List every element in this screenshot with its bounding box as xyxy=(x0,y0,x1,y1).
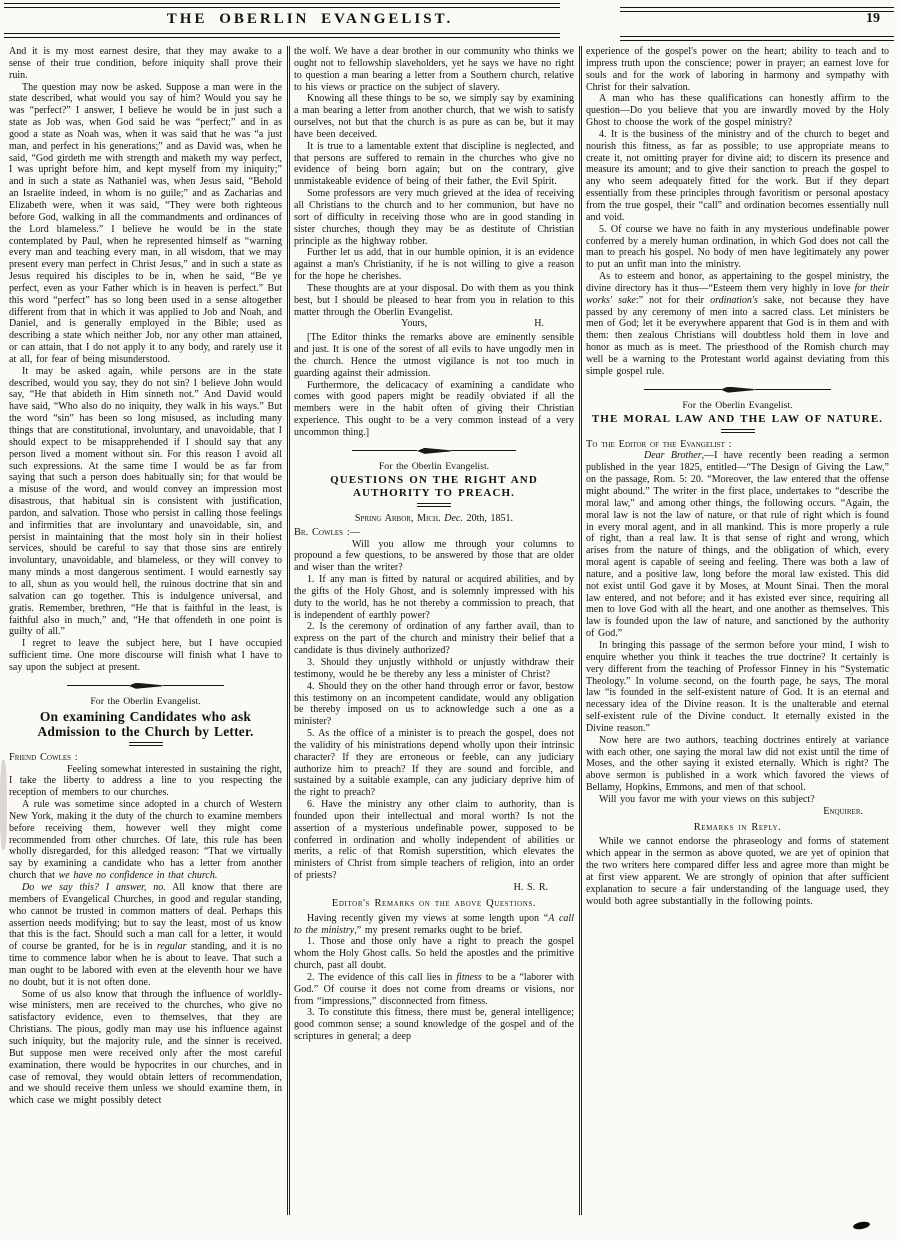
article-headline: QUESTIONS ON THE RIGHT AND AUTHORITY TO PREACH. xyxy=(330,473,538,499)
paragraph: 3. Should they unjustly withhold or unjustly withdraw their testimony, would he be thereby any less a minister of Christ? xyxy=(294,656,574,680)
paragraph: It may be asked again, while persons are in the state described, would you say, they do not sin? I believe John would say, “He that abideth in Him sinneth not.” And David would have said, “Who also do no iniquity, they walk in his ways.” But the word “sin” has been so long misused, as including many things that are constitutional, involuntary, and unavoidable, that I should expect to be misapprehended if I should say that any person lived a moment without sin. For this reason I avoid all such expressions. At the same time I would be as far from saying that such a person does habitually sin; for that would be a misuse of the word, and would convey an impression most disastrous, that habitual sin is consistent with justification, pardon, and salvation. Those who persist in calling those feelings and infirmities that are involuntary and unavoidable, sin, and persist in maintaining that the most holy sin in their holiest services, should be careful to say that those sins are entirely involuntary, unavoidable, and blameless, or they will convey to many minds a most dangerous sentiment. I would earnestly say to all, shun as you would hell, the ruinous doctrine that sin and salvation can go together. This is indulgence universal, and gratis. Remember, brethren, “He that is faithful in the least, is faithful also in much,” and, “He that offendeth in one point is guilty of all.” xyxy=(9,365,282,638)
paragraph: These thoughts are at your disposal. Do with them as you think best, but I should be pleased to hear from you in relation to this matter through the Oberlin Evangelist. xyxy=(294,282,574,318)
column-2 xyxy=(291,46,579,1215)
paragraph: Furthermore, the delicacacy of examining a candidate who comes with good papers might be readily obviated if all the members were in the habit often of giving their Christian experience. This ought to be a very common instead of a very uncommon thing.] xyxy=(294,379,574,438)
paragraph: 2. The evidence of this call lies in fitness to be a “laborer with God.” Of course it does not come from dreams or visions, nor from “impressions,” disconnected from fitness. xyxy=(294,971,574,1007)
scan-smudge xyxy=(0,760,7,850)
dateline: Spring Arbor, Mich. Dec. 20th, 1851. xyxy=(354,512,514,524)
paragraph: experience of the gospel's power on the heart; ability to teach and to impress truth upon the conscience; power in prayer; an earnest love for souls and for the work of laboring in harmony and sympathy with Christ for their salvation. xyxy=(586,46,889,93)
paragraph: A rule was sometime since adopted in a church of Western New York, making it the duty of the church to examine members before receiving them, however well they might come recommended from other churches. Of late, this rule has been wholly disregarded, for this alledged reason: “That we virtually say by examining a candidate who has a letter from another church that we have no confidence in that church. xyxy=(9,799,282,882)
paragraph: Further let us add, that in our humble opinion, it is an evidence against a man's Christianity, if he is not willing to give a reason for the hope he cherishes. xyxy=(294,247,574,283)
article-credit: For the Oberlin Evangelist. xyxy=(378,460,490,472)
masthead-rule-top-right xyxy=(620,7,894,12)
section-divider xyxy=(67,683,224,689)
paragraph: 1. Those and those only have a right to preach the gospel whom the Holy Ghost calls. So held the apostles and the primitive church, past all doubt. xyxy=(294,936,574,972)
paragraph: Some professors are very much grieved at the idea of receiving all Christians to the church and to her communion, but have no sort of difficulty in receiving those who are in good standing in sister churches, though they may be as destitute of Christian principle as the highway robber. xyxy=(294,188,574,247)
salutation: Br. Cowles :— xyxy=(294,526,361,538)
signature: H. S. R. xyxy=(513,882,548,893)
salutation: Friend Cowles : xyxy=(9,751,78,763)
paragraph: It is true to a lamentable extent that discipline is neglected, and that persons are suffered to remain in the churches who give no evidence of being born again; but on the contrary, give unmistakeable evidence of being of their father, the Evil Spirit. xyxy=(294,140,574,188)
section-subhead: Editor's Remarks on the above Questions. xyxy=(331,897,537,909)
paragraph: [The Editor thinks the remarks above are eminently sensible and just. It is one of the sorest of all evils to have ungodly men in the church. Hence the utmost vigilance is not too much in guarding against their admission. xyxy=(294,332,574,379)
paragraph: Will you allow me through your columns to propound a few questions, to be answered by those that are older and wiser than the writer? xyxy=(294,538,574,574)
page-number: 19 xyxy=(866,11,880,26)
paragraph: 2. Is the ceremony of ordination of any farther avail, than to express on the part of the church and ministry their belief that a candidate is thus divinely authorized? xyxy=(294,621,574,657)
signature: Yours, H. xyxy=(401,318,544,330)
paragraph: While we cannot endorse the phraseology and forms of statement which appear in the sermon as above quoted, we are yet of opinion that the two writers here compared differ less and agree more than might be at first view apparent. We are strongly of opinion that after sufficient explanation to secure a fair understanding of the language used, they would both agree substantially in the following points. xyxy=(586,836,889,907)
paragraph: 3. To constitute this fitness, there must be, general intelligence; good common sense; a sound knowledge of the gospel and of the scriptures in general; a deep xyxy=(294,1007,574,1043)
paragraph: The question may now be asked. Suppose a man were in the state described, what would you say of him? Would you say he was “perfect?” I answer, I believe he would be in just such a state as Job was, when God said he was “perfect;” and in as good a state as Noah was, when it was said that he was “a just man, and perfect in his generations;” and as David was, when he said, “God girdeth me with strength and maketh my way perfect, I was upright before him, and kept myself from my iniquity;” and in such a state as Nathaniel was, when Jesus said, “Behold an Israelite indeed, in whom is no guile;” and as Zacharias and Elizabeth were, when it was said, “They were both righteous before God, walking in all the commandments and ordinances of the Lord blameless.” I believe he would be in the state contemplated by Paul, when he represented himself as “warning every man and teaching every man, in all wisdom, that we may present every man perfect in Christ Jesus,” and in such a state as Jesus required his disciples to be in, when he said, “Be ye perfect, even as your Father which is in heaven is perfect.” But this word “perfect” has so long been used in a sense altogether different from that in which it was applied to Job and Noah, and Daniel, and is generally employed in the Bible; used as describing a state which neither Job, nor any other man attained, or can attain, that I do not apply it to any body, and rarely use it at all, for fear of being misunderstood. xyxy=(9,81,282,365)
paragraph: the wolf. We have a dear brother in our community who thinks we ought not to fellowship slaveholders, yet he says we have no right to question a man bearing a letter from a Southern church, relative to his views or practice on the subject of slavery. xyxy=(294,46,574,93)
paragraph: Now here are two authors, teaching doctrines entirely at variance with each other, one saying the moral law did not exist until the time of Moses, and the other saying it existed eternally. Which is right? The above sermon is published in a work which favored the views of Bellamy, Hopkins, Emmons, and men of that school. xyxy=(586,734,889,794)
paragraph: 6. Have the ministry any other claim to authority, than is founded upon their intellectual and moral worth? Is not the assertion of a mysterious undefinable power, supposed to be conferred in ordination and wholly independent of abilities or merits, a relic of that Romish superstition, which elevates the ministers of Christ from simple teachers of religion, into an order of priests? xyxy=(294,799,574,882)
headline-rule xyxy=(129,742,163,746)
article-credit: For the Oberlin Evangelist. xyxy=(90,695,201,707)
masthead-rule-bottom-right xyxy=(620,36,894,41)
headline-rule xyxy=(417,503,451,507)
paragraph: In bringing this passage of the sermon before your mind, I wish to enquire whether you think it teaches the true doctrine? It certainly is very different from the teaching of Professor Finney in his “Systematic Theology.” In volume second, on the fourth page, he says, The moral law “is founded in the self-existent nature of God. It is an eternal and necessary idea of the Divine reason. It is the unalterable and eternal self-existent rule of the Divine conduct. It eternally existed in the Divine reason.” xyxy=(586,639,889,734)
headline-rule xyxy=(721,429,755,433)
salutation: To the Editor of the Evangelist : xyxy=(586,438,732,450)
column-1 xyxy=(6,46,287,1215)
masthead-rule-top-left xyxy=(4,3,560,8)
masthead xyxy=(0,0,900,42)
paragraph: And it is my most earnest desire, that they may awake to a sense of their true condition, before iniquity shall prove their ruin. xyxy=(9,46,282,81)
section-divider xyxy=(644,387,831,393)
section-subhead: Remarks in Reply. xyxy=(693,821,782,833)
paragraph: 4. It is the business of the ministry and of the church to beget and nourish this fitness, as far as possible; to use appropriate means to create it, not omitting prayer for divine aid; to discern its presence and measure its amount; and to give their sanction to preach the gospel to any who seem adequately fitted for the work. But if they depart essentially from these principles through favoritism or personal apostacy from the true gospel, their “call” and ordination becomes essentially null and void. xyxy=(586,128,889,223)
paragraph: I regret to leave the subject here, but I have occupied sufficient time. One more discourse will finish what I have to say upon the subject at present. xyxy=(9,638,282,673)
paragraph: 4. Should they on the other hand through error or favor, bestow this testimony on an incompetent candidate, would any obligation be thereby imposed on us to acknowledge such a one as a minister? xyxy=(294,680,574,728)
paragraph: Having recently given my views at some length upon “A call to the ministry,” my present remarks ought to be brief. xyxy=(294,912,574,936)
paragraph: Feeling somewhat interested in sustaining the right, I take the liberty to address a line to you respecting the reception of members to our churches. xyxy=(9,763,282,799)
column-rule xyxy=(287,46,290,1215)
article-headline: On examining Candidates who ask Admission to the Church by Letter. xyxy=(37,708,254,739)
paragraph: As to esteem and honor, as appertaining to the gospel ministry, the divine directory has it thus—“Esteem them very highly in love for their works' sake:” not for their ordination's sake, not because they have passed by any ceremony of men into a sacred class. Let ministers be men of God; let it be everywhere apparent that God is in them and with them: then zealous Christians will doubtless hold them in love and honor as much as is meet. The priesthood of the Romish church may well be a warning to the Protestant world against deviating from this simple gospel rule. xyxy=(586,271,890,377)
paragraph: Some of us also know that through the influence of worldly-wise ministers, men are received to the churches, who give no satisfactory evidence, even to themselves, that they are Christians. The pious, godly man may use his influence against such iniquity, but the majority rule, and the sinner is received. But suppose men were received only after the most careful examination, there would be hypocrites in our churches, and in case of removal, they would obtain letters of recommendation, and we should receive them unless we should examine them, in which case we might possibly detect xyxy=(9,988,282,1107)
section-divider xyxy=(352,448,516,454)
article-headline: THE MORAL LAW AND THE LAW OF NATURE. xyxy=(591,412,884,425)
paragraph: Knowing all these things to be so, we simply say by examining a man bearing a letter from another church, that we wish to satisfy ourselves, not but that the church is as pure as can be, but it may have been deceived. xyxy=(294,93,574,140)
paragraph: Do we say this? I answer, no. All know that there are members of Evangelical Churches, in good and regular standing, who cannot be trusted in common matters of deal. Perhaps this assertion needs modifying; but to say the least, most of us know that this is the fact. Should such a man call for a letter, it would of course be granted, for he is in regular standing, and it is no time to commence labor when he is about to leave. That such a man ought to be labored with even at the eleventh hour we have no doubt, but it is not often done. xyxy=(9,882,283,988)
paragraph: 5. As the office of a minister is to preach the gospel, does not the validity of his ministrations depend wholly upon their intrinsic character? If they are erroneous or feeble, can any judiciary authorize him to preach? If they are sound and forcible, and sustained by a suitable example, can any judiciary deprive him of the right to preach? xyxy=(294,728,574,799)
ink-blot xyxy=(853,1221,871,1231)
publication-title: THE OBERLIN EVANGELIST. xyxy=(166,11,454,27)
column-layout xyxy=(6,46,894,1215)
signature: Enquirer. xyxy=(823,805,863,817)
masthead-rule-bottom-left xyxy=(4,33,560,38)
column-3 xyxy=(583,46,894,1215)
article-credit: For the Oberlin Evangelist. xyxy=(682,399,793,411)
paragraph: Dear Brother,—I have recently been reading a sermon published in the year 1825, entitled—“The Design of Giving the Law,” on the passage, Rom. 5: 20. “Moreover, the law entered that the offense might abound.” The writer in the first place, undertakes to “describe the moral law,” and among other things, the following occurs. “Again, the moral law is not the law of nature, or that rule of right which is found in every moral agent, and in all mankind. This is more properly a rule of right, than a real law. It is that sense of right and wrong, which arises from the nature of things, and the obligation of which, every moral agent is capable of seeing and feeling. There was both a law of nature, and a positive law, long before the moral law existed. This did not exist until God gave it by Moses, at Mount Sinai. Then the moral law entered, and not before; and it has existed ever since, requiring all men to love God with all the heart, and one another as themselves. This law is founded upon the law of nature, and sanctioned by the authority of God.” xyxy=(586,450,889,640)
paragraph: 1. If any man is fitted by natural or acquired abilities, and by the gifts of the Holy Ghost, and is solemnly impressed with his duty to the world, has he not thereby a commission to preach, that is independent of earthly power? xyxy=(294,574,574,621)
paragraph: 5. Of course we have no faith in any mysterious undefinable power conferred by a merely human ordination, in which God does not call the man to preach his gospel. No body of men have legitimately any power to put an unfit man into the ministry. xyxy=(586,223,889,271)
column-rule xyxy=(579,46,582,1215)
paragraph: A man who has these qualifications can honestly affirm to the question—Do you believe that you are inwardly moved by the Holy Ghost to choose the work of the gospel ministry? xyxy=(586,93,889,129)
paragraph: Will you favor me with your views on this subject? xyxy=(599,793,815,805)
